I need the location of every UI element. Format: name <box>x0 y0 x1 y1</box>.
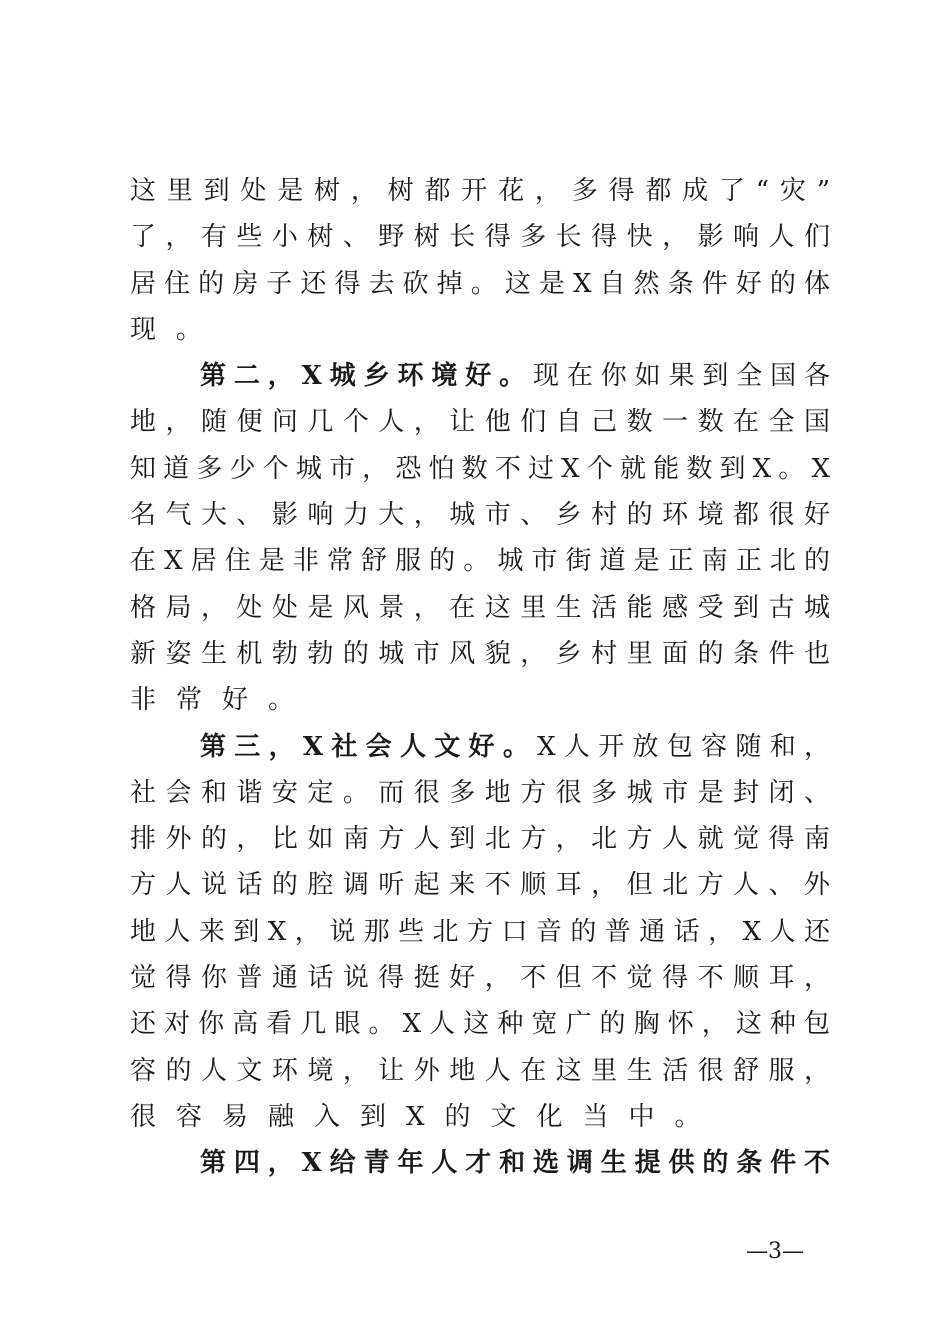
section-heading-4 <box>130 1140 830 1186</box>
text-line-14: 社会和谐安定。而很多地方很多城市是封闭、 <box>130 777 830 808</box>
text-line-21: 很容易融入到X的文化当中。 <box>130 1101 721 1132</box>
text-line-7: 知道多少个城市，恐怕数不过X个就能数到X。X <box>130 453 830 484</box>
text-line-4: 现。 <box>130 314 223 345</box>
section-heading-3: 第三，X社会人文好。X人开放包容随和， <box>200 731 830 762</box>
text-line-1: 这里到处是树，树都开花，多得都成了“灾” <box>130 176 830 206</box>
text-line-19: 还对你高看几眼。X人这种宽广的胸怀，这种包 <box>130 1009 830 1040</box>
text-line-16: 方人说话的腔调听起来不顺耳，但北方人、外 <box>130 870 830 901</box>
text-line-12: 非常好。 <box>130 685 315 716</box>
text-line-9: 在X居住是非常舒服的。城市街道是正南正北的 <box>130 546 830 577</box>
text-line-15: 排外的，比如南方人到北方，北方人就觉得南 <box>130 824 830 855</box>
text-line-10: 格局，处处是风景，在这里生活能感受到古城 <box>130 592 830 623</box>
section-title: 第三，X社会人文好。 <box>200 731 538 762</box>
section-heading-2: 第二，X城乡环境好。现在你如果到全国各 <box>200 361 830 392</box>
text-line-6: 地，随便问几个人，让他们自己数一数在全国 <box>130 407 830 438</box>
text-line-3: 居住的房子还得去砍掉。这是X自然条件好的体 <box>130 268 830 299</box>
section-title: 第四，X给青年人才和选调生提供的条件不 <box>200 1148 830 1179</box>
text-line-17: 地人来到X，说那些北方口音的普通话，X人还 <box>130 916 830 947</box>
text-line-8: 名气大、影响力大，城市、乡村的环境都很好 <box>130 500 830 531</box>
text-line-2: 了，有些小树、野树长得多长得快，影响人们 <box>130 222 830 253</box>
text-line-18: 觉得你普通话说得挺好，不但不觉得不顺耳， <box>130 963 830 994</box>
text-line-20: 容的人文环境，让外地人在这里生活很舒服， <box>130 1055 830 1086</box>
body-text <box>130 168 830 1187</box>
page-number: —3— <box>746 1239 804 1264</box>
section-title: 第二，X城乡环境好。 <box>200 361 533 392</box>
text-line-11: 新姿生机勃勃的城市风貌，乡村里面的条件也 <box>130 638 830 669</box>
